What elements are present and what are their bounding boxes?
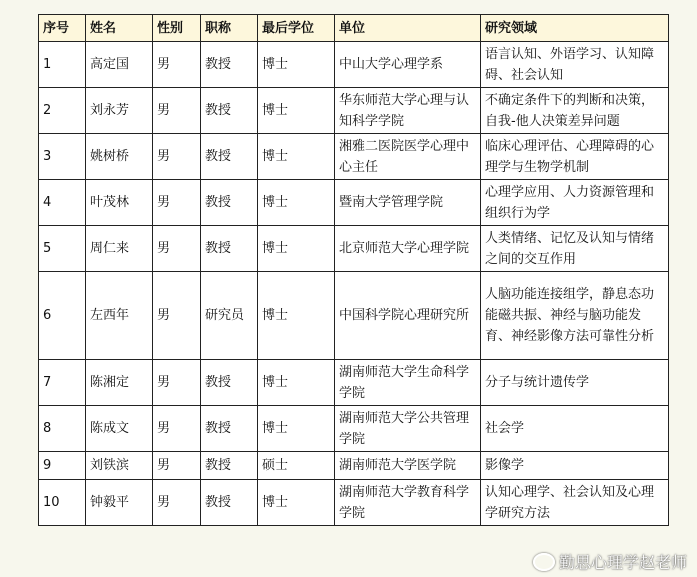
cell-degree: 博士 (258, 226, 335, 272)
cell-name: 钟毅平 (86, 480, 153, 526)
table-row (39, 42, 669, 88)
faculty-table (38, 14, 669, 526)
cell-name: 姚树桥 (86, 134, 153, 180)
cell-degree: 博士 (258, 272, 335, 360)
cell-title: 教授 (201, 406, 258, 452)
watermark (533, 550, 687, 573)
cell-gender: 男 (153, 134, 201, 180)
weibo-icon (533, 553, 555, 571)
cell-unit: 湖南师范大学医学院 (335, 452, 481, 480)
cell-title: 教授 (201, 452, 258, 480)
cell-unit: 中国科学院心理研究所 (335, 272, 481, 360)
cell-gender: 男 (153, 480, 201, 526)
cell-index: 6 (39, 272, 86, 360)
cell-degree: 博士 (258, 180, 335, 226)
cell-research: 认知心理学、社会认知及心理学研究方法 (481, 480, 669, 526)
cell-index: 4 (39, 180, 86, 226)
cell-name: 左西年 (86, 272, 153, 360)
cell-gender: 男 (153, 272, 201, 360)
table-row (39, 406, 669, 452)
cell-degree: 博士 (258, 42, 335, 88)
cell-research: 社会学 (481, 406, 669, 452)
cell-gender: 男 (153, 406, 201, 452)
table-row (39, 134, 669, 180)
header-gender: 性别 (153, 15, 201, 42)
table-row (39, 272, 669, 360)
cell-title: 研究员 (201, 272, 258, 360)
cell-research: 人类情绪、记忆及认知与情绪之间的交互作用 (481, 226, 669, 272)
cell-gender: 男 (153, 42, 201, 88)
cell-gender: 男 (153, 88, 201, 134)
cell-unit: 湖南师范大学公共管理学院 (335, 406, 481, 452)
cell-research: 不确定条件下的判断和决策，自我-他人决策差异问题 (481, 88, 669, 134)
cell-title: 教授 (201, 88, 258, 134)
header-unit: 单位 (335, 15, 481, 42)
cell-gender: 男 (153, 360, 201, 406)
table-row (39, 360, 669, 406)
watermark-text: 勤思心理学赵老师 (558, 553, 687, 572)
cell-name: 陈成文 (86, 406, 153, 452)
cell-research: 心理学应用、人力资源管理和组织行为学 (481, 180, 669, 226)
header-research: 研究领域 (481, 15, 669, 42)
cell-index: 10 (39, 480, 86, 526)
cell-unit: 湖南师范大学教育科学学院 (335, 480, 481, 526)
cell-degree: 博士 (258, 480, 335, 526)
cell-unit: 暨南大学管理学院 (335, 180, 481, 226)
cell-research: 临床心理评估、心理障碍的心理学与生物学机制 (481, 134, 669, 180)
cell-unit: 中山大学心理学系 (335, 42, 481, 88)
table-row (39, 88, 669, 134)
cell-research: 分子与统计遗传学 (481, 360, 669, 406)
header-name: 姓名 (86, 15, 153, 42)
table-container (38, 14, 669, 526)
cell-name: 高定国 (86, 42, 153, 88)
header-degree: 最后学位 (258, 15, 335, 42)
cell-name: 刘铁滨 (86, 452, 153, 480)
cell-degree: 硕士 (258, 452, 335, 480)
cell-index: 7 (39, 360, 86, 406)
table-row (39, 480, 669, 526)
cell-gender: 男 (153, 226, 201, 272)
cell-degree: 博士 (258, 406, 335, 452)
cell-degree: 博士 (258, 134, 335, 180)
cell-research: 语言认知、外语学习、认知障碍、社会认知 (481, 42, 669, 88)
header-title: 职称 (201, 15, 258, 42)
cell-degree: 博士 (258, 88, 335, 134)
cell-index: 8 (39, 406, 86, 452)
cell-unit: 华东师范大学心理与认知科学学院 (335, 88, 481, 134)
cell-index: 5 (39, 226, 86, 272)
cell-gender: 男 (153, 180, 201, 226)
cell-index: 1 (39, 42, 86, 88)
cell-name: 陈湘定 (86, 360, 153, 406)
cell-degree: 博士 (258, 360, 335, 406)
cell-index: 9 (39, 452, 86, 480)
cell-title: 教授 (201, 180, 258, 226)
cell-unit: 湘雅二医院医学心理中心主任 (335, 134, 481, 180)
cell-index: 2 (39, 88, 86, 134)
cell-title: 教授 (201, 134, 258, 180)
cell-title: 教授 (201, 480, 258, 526)
header-index: 序号 (39, 15, 86, 42)
cell-unit: 北京师范大学心理学院 (335, 226, 481, 272)
cell-title: 教授 (201, 42, 258, 88)
cell-research: 人脑功能连接组学，静息态功能磁共振、神经与脑功能发育、神经影像方法可靠性分析 (481, 272, 669, 360)
cell-name: 周仁来 (86, 226, 153, 272)
cell-title: 教授 (201, 226, 258, 272)
table-row (39, 226, 669, 272)
cell-name: 叶茂林 (86, 180, 153, 226)
cell-gender: 男 (153, 452, 201, 480)
cell-index: 3 (39, 134, 86, 180)
table-row (39, 452, 669, 480)
table-row (39, 180, 669, 226)
cell-unit: 湖南师范大学生命科学学院 (335, 360, 481, 406)
cell-title: 教授 (201, 360, 258, 406)
table-header-row (39, 15, 669, 42)
cell-name: 刘永芳 (86, 88, 153, 134)
cell-research: 影像学 (481, 452, 669, 480)
